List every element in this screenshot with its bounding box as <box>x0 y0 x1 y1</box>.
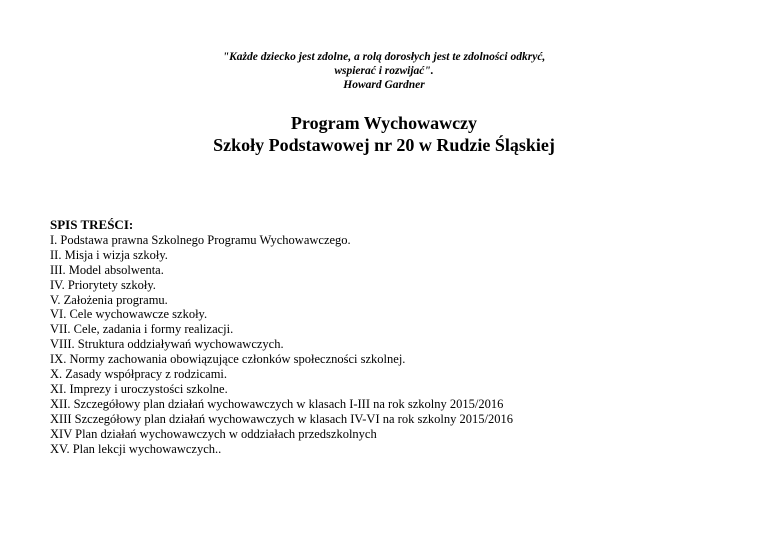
title-line-1: Program Wychowawczy <box>290 113 478 133</box>
toc-item: IX. Normy zachowania obowiązujące członków społeczności szkolnej. <box>50 352 406 367</box>
toc-item: III. Model absolwenta. <box>50 262 164 277</box>
toc-item: X. Zasady współpracy z rodzicami. <box>50 367 228 382</box>
motto-quote <box>0 50 768 92</box>
toc-item: IV. Priorytety szkoły. <box>50 277 156 292</box>
toc-item: XIII Szczegółowy plan działań wychowawczych w klasach IV-VI na rok szkolny 2015/2016 <box>50 411 513 426</box>
toc-item: VI. Cele wychowawcze szkoły. <box>50 307 208 322</box>
toc-item: XIV Plan działań wychowawczych w oddziałach przedszkolnych <box>50 426 377 441</box>
toc-item: I. Podstawa prawna Szkolnego Programu Wychowawczego. <box>50 232 351 247</box>
motto-line-1: "Każde dziecko jest zdolne, a rolą dorosłych jest te zdolności odkryć, <box>222 51 546 63</box>
toc-item: V. Założenia programu. <box>50 292 168 307</box>
toc-item: XI. Imprezy i uroczystości szkolne. <box>50 381 228 396</box>
toc-item: VII. Cele, zadania i formy realizacji. <box>50 322 234 337</box>
title-line-2: Szkoły Podstawowej nr 20 w Rudzie Śląskiej <box>213 135 555 155</box>
toc-item: XV. Plan lekcji wychowawczych.. <box>50 441 222 456</box>
motto-line-2: wspierać i rozwijać". <box>334 65 434 77</box>
toc-item: II. Misja i wizja szkoły. <box>50 247 168 262</box>
motto-author: Howard Gardner <box>343 79 425 91</box>
toc-list <box>50 233 750 457</box>
toc-item: VIII. Struktura oddziaływań wychowawczych. <box>50 337 284 352</box>
toc-item: XII. Szczegółowy plan działań wychowawczych w klasach I-III na rok szkolny 2015/2016 <box>50 396 504 411</box>
toc-heading: SPIS TREŚCI: <box>50 217 134 232</box>
document-title <box>0 112 768 156</box>
table-of-contents <box>50 218 750 457</box>
